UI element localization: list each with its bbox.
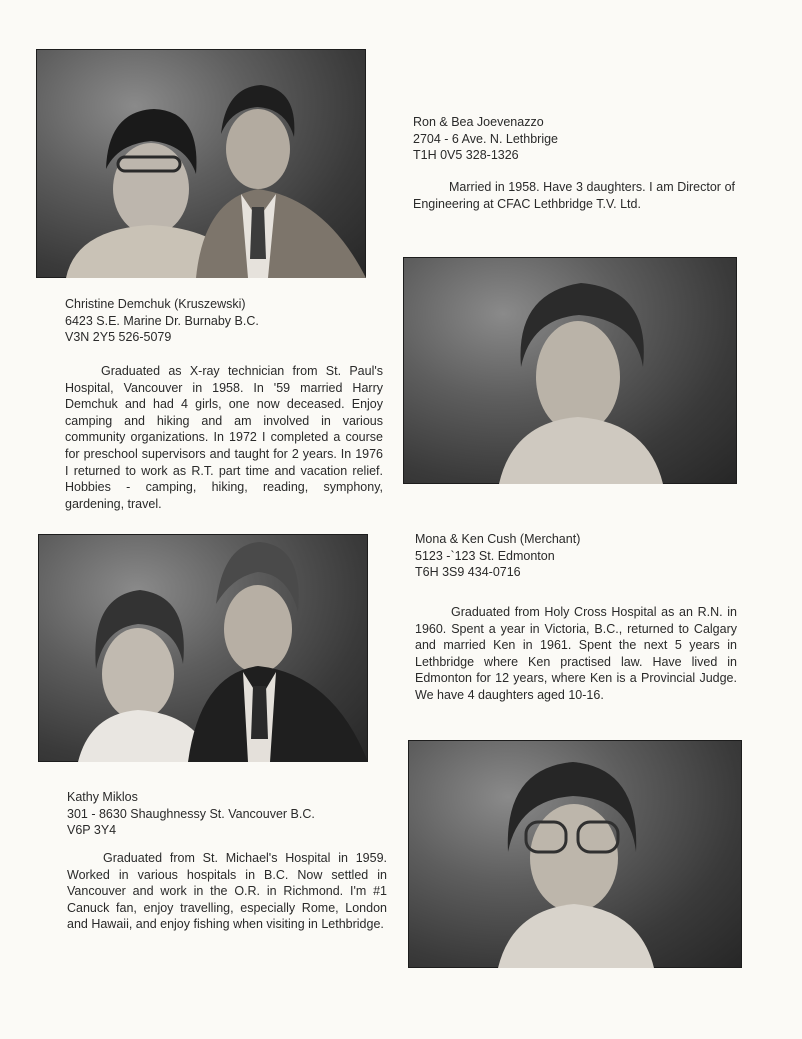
entry-joevenazzo-contact: [413, 114, 558, 164]
entry-joevenazzo-bio: Married in 1958. Have 3 daughters. I am Director of Engineering at CFAC Lethbridge T.V. Ltd.: [413, 180, 735, 211]
entry-name: Ron & Bea Joevenazzo: [413, 115, 544, 129]
entry-address-line-1: 301 - 8630 Shaughnessy St. Vancouver B.C.: [67, 806, 315, 821]
entry-address-line-1: 2704 - 6 Ave. N. Lethbrige: [413, 131, 559, 146]
entry-address-line-2: T6H 3S9 434-0716: [415, 565, 521, 579]
entry-name: Christine Demchuk (Kruszewski): [65, 297, 246, 311]
entry-christine-demchuk-bio: Graduated as X-ray technician from St. Paul's Hospital, Vancouver in 1958. In '59 married Harry Demchuk and had 4 girls, one now deceased. Enjoy camping and hiking and am involved in various community organizations. In 1972 I completed a course for preschool supervisors and taught for 2 years. In 1976 I returned to work as R.T. part time and vacation relief. Hobbies - camping, hiking, reading, symphony, gardening, travel.: [65, 364, 383, 511]
photo-christine-demchuk-couple: [36, 49, 366, 278]
entry-address-line-2: V6P 3Y4: [67, 823, 117, 837]
entry-address-line-2: T1H 0V5 328-1326: [413, 148, 519, 162]
entry-address-line-1: 6423 S.E. Marine Dr. Burnaby B.C.: [65, 313, 259, 328]
entry-kathy-miklos-bio: Graduated from St. Michael's Hospital in 1959. Worked in various hospitals in B.C. Now settled in Vancouver and work in the O.R. in Richmond. I'm #1 Canuck fan, enjoy travelling, especially Rome, London and Hawaii, and enjoy fishing when visiting in Lethbridge.: [67, 851, 387, 932]
photo-mona-ken-cush-couple: [38, 534, 368, 762]
entry-name: Kathy Miklos: [67, 790, 138, 804]
entry-address-line-1: 5123 -`123 St. Edmonton: [415, 548, 555, 563]
entry-christine-demchuk-contact: [65, 296, 259, 346]
photo-bea-joevenazzo: [403, 257, 737, 484]
entry-name: Mona & Ken Cush (Merchant): [415, 532, 581, 546]
photo-kathy-miklos: [408, 740, 742, 968]
entry-address-line-2: V3N 2Y5 526-5079: [65, 330, 172, 344]
entry-cush-contact: [415, 531, 580, 581]
entry-kathy-miklos-contact: [67, 789, 315, 839]
entry-cush-bio: Graduated from Holy Cross Hospital as an R.N. in 1960. Spent a year in Victoria, B.C., returned to Calgary and married Ken in 1961. Spent the next 5 years in Lethbridge where Ken practised law. Have lived in Edmonton for 12 years, where Ken is a Provincial Judge. We have 4 daughters aged 10-16.: [415, 605, 737, 702]
